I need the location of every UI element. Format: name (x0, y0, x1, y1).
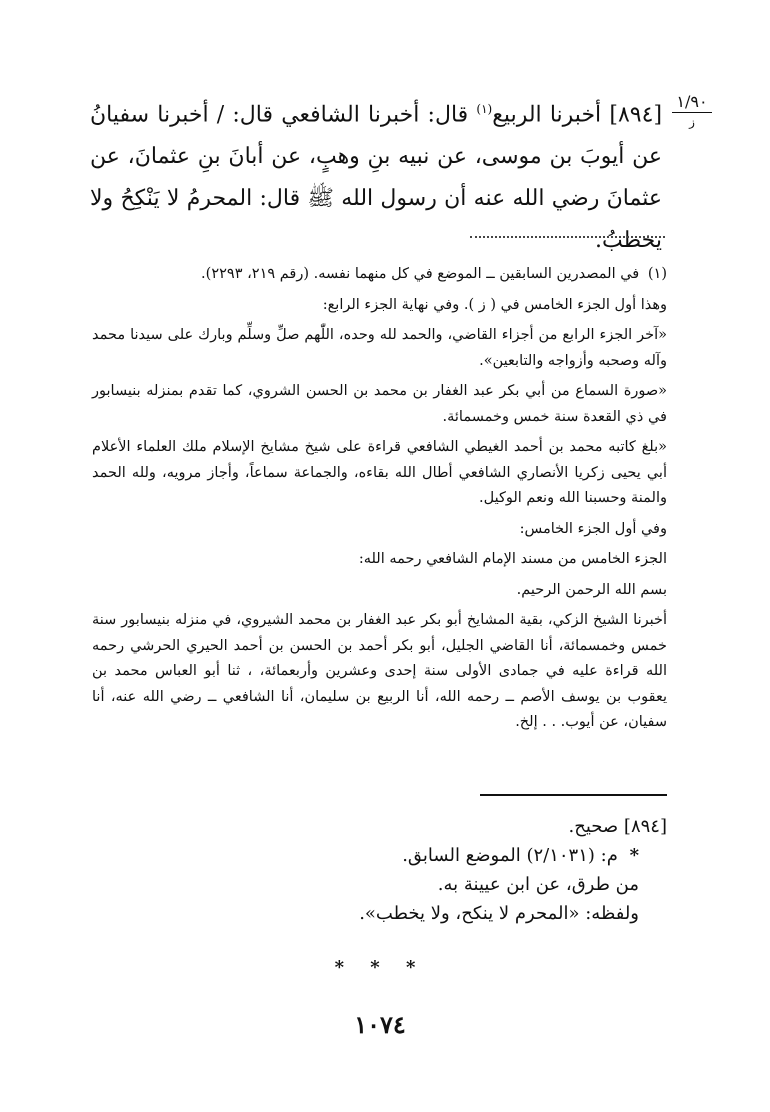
takhrij-number: [٨٩٤] (623, 816, 667, 837)
margin-manuscript-letter: ز (689, 115, 695, 129)
footnote-paragraph: وفي أول الجزء الخامس: (519, 520, 667, 537)
footnote-paragraph: الجزء الخامس من مسند الإمام الشافعي رحمه الله: (358, 551, 667, 567)
footnote-paragraph: «آخر الجزء الرابع من أجزاء القاضي، والحمد لله وحده، اللّٰهم صلِّ وسلِّم وبارك على سيدنا محمد وآله وصحبه وأزواجه والتابعين». (92, 327, 667, 369)
takhrij-separator-line (480, 794, 667, 796)
footnote-divider-dots (470, 236, 665, 238)
manuscript-page-reference (672, 94, 712, 130)
asterisk-icon: * (629, 845, 639, 866)
footnote-paragraph: بسم الله الرحمن الرحيم. (516, 581, 667, 598)
takhrij-line: من طرق، عن ابن عيينة به. (437, 874, 639, 895)
takhrij-source-text: م: (٢/١٠٣١) الموضع السابق. (402, 845, 618, 866)
footnote-1-text: في المصدرين السابقين ــ الموضع في كل منهما نفسه. (رقم ٢١٩، ٢٢٩٣). (201, 266, 640, 282)
section-end-stars: * * * (334, 957, 426, 978)
footnote-paragraph: وهذا أول الجزء الخامس في ( ز ). وفي نهاية الجزء الرابع: (322, 296, 667, 313)
hadith-body: قال: أخبرنا الشافعي قال: / أخبرنا سفيانُ عن أيوبَ بن موسى، عن نبيه بنِ وهبٍ، عن أبانَ بنِ عثمانَ، عن عثمانَ رضي الله عنه أن رسول الله ﷺ قال: المحرمُ لا يَنْكِحُ ولا يخطبُ. (90, 102, 662, 254)
takhrij-line: ولفظه: «المحرم لا ينكح، ولا يخطب». (359, 903, 639, 924)
hadith-chain-start: أخبرنا الربيع (492, 102, 602, 128)
hadith-number: [٨٩٤] (609, 102, 663, 128)
takhrij-heading (200, 812, 667, 841)
footnote-paragraph: «بلغ كاتبه محمد بن أحمد الغيطي الشافعي قراءة على شيخ مشايخ الإسلام ملك العلماء الأعلام أبي يحيى زكريا الأنصاري الشافعي أطال الله بقاءه، والجماعة سماعاً، وأجاز مرويه، ولله الحمد والمنة وحسبنا الله ونعم الوكيل. (92, 439, 667, 506)
margin-folio-number: ١/٩٠ (672, 94, 712, 113)
footnote-marker: (١) (476, 102, 493, 116)
footnote-1-marker: (١) (647, 266, 667, 282)
footnote-paragraph: أخبرنا الشيخ الزكي، بقية المشايخ أبو بكر عبد الغفار بن محمد الشيروي، في منزله بنيسابور سنة خمس وخمسمائة، أنا القاضي الجليل، أبو بكر أحمد بن الحسن بن أحمد الحيري الحرشي رحمه الله قراءة عليه في جمادى الأولى سنة إحدى وعشرين وأربعمائة، ، ثنا أبو العباس محمد بن يعقوب بن يوسف الأصم ــ رحمه الله، أنا الربيع بن سليمان، أنا الشافعي ــ رضي الله عنه، أنا سفيان، عن أيوب. . . إلخ. (92, 612, 667, 730)
takhrij-source (200, 841, 667, 870)
footnote-1 (92, 262, 667, 288)
takhrij-section (200, 812, 667, 928)
footnote-paragraph: «صورة السماع من أبي بكر عبد الغفار بن محمد بن الحسن الشروي، كما تقدم بمنزله بنيسابور في ذي القعدة سنة خمس وخمسمائة. (92, 383, 667, 425)
page-number: ١٠٧٤ (354, 1010, 406, 1039)
takhrij-grade: صحيح. (568, 816, 619, 837)
footnotes (92, 262, 667, 741)
